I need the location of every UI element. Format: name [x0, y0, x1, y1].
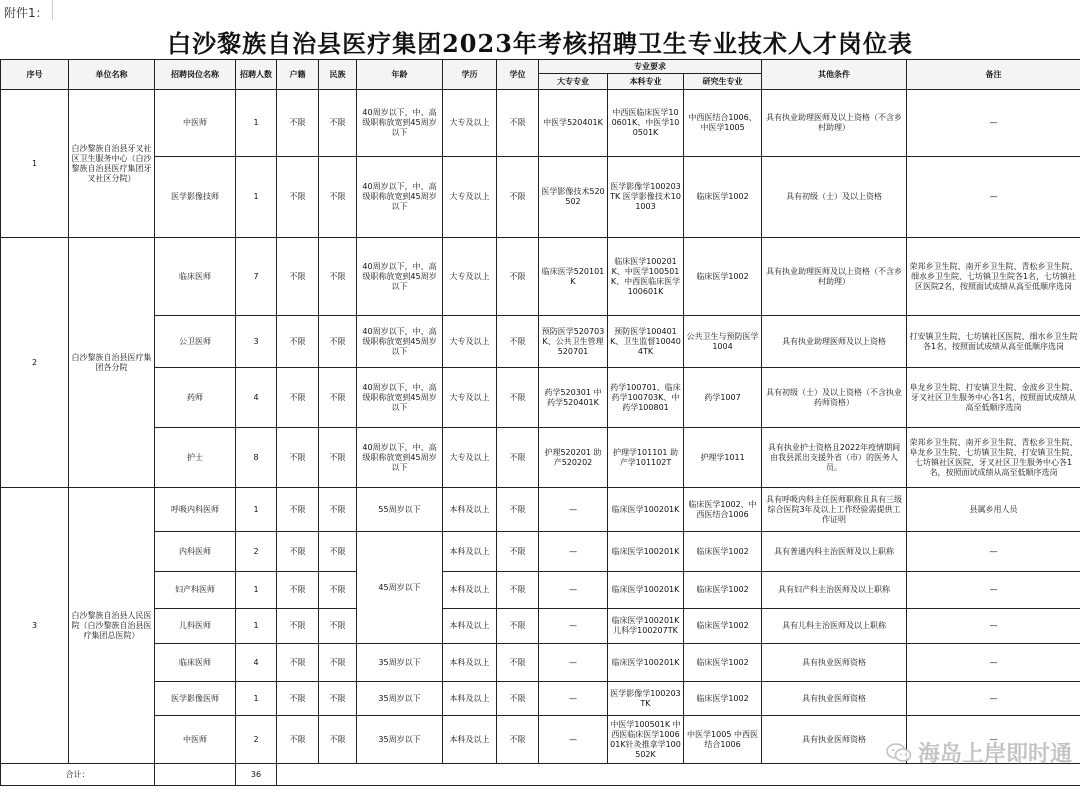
- row-education: 本科及以上: [443, 572, 497, 609]
- watermark-text: 海岛上岸即时通: [917, 742, 1072, 767]
- row-position: 公卫医师: [155, 316, 236, 368]
- row-no: 2: [1, 238, 69, 488]
- row-other: 具有呼吸内科主任医师职称且具有三级综合医院3年及以上工作经验需提供工作证明: [762, 488, 907, 532]
- row-age: 40周岁以下，中、高级职称放宽到45周岁以下: [357, 238, 443, 316]
- row-junior: —: [539, 532, 608, 572]
- row-hukou: 不限: [277, 488, 319, 532]
- row-hukou: 不限: [277, 532, 319, 572]
- table-row: [1, 90, 1080, 157]
- row-age: 35周岁以下: [357, 644, 443, 682]
- row-age: 35周岁以下: [357, 682, 443, 716]
- row-count: 2: [236, 532, 277, 572]
- header-major-req: 专业要求: [539, 60, 762, 74]
- table-row: [1, 572, 1080, 609]
- row-undergrad: 临床医学100201K: [608, 572, 684, 609]
- row-count: 1: [236, 157, 277, 238]
- row-position: 中医师: [155, 716, 236, 764]
- row-remark: —: [907, 682, 1080, 716]
- row-hukou: 不限: [277, 90, 319, 157]
- total-blank: [155, 764, 236, 786]
- header-undergrad: 本科专业: [608, 74, 684, 90]
- row-education: 本科及以上: [443, 488, 497, 532]
- row-hukou: 不限: [277, 716, 319, 764]
- row-hukou: 不限: [277, 238, 319, 316]
- row-education: 大专及以上: [443, 90, 497, 157]
- header-position: 招聘岗位名称: [155, 60, 236, 90]
- row-graduate: 护理学1011: [684, 428, 762, 488]
- row-degree: 不限: [497, 90, 539, 157]
- row-undergrad: 中西医临床医学100601K、中医学100501K: [608, 90, 684, 157]
- row-graduate: 中西医结合1006、中医学1005: [684, 90, 762, 157]
- row-junior: 预防医学520703K、公共卫生管理520701: [539, 316, 608, 368]
- row-remark: —: [907, 532, 1080, 572]
- row-education: 大专及以上: [443, 428, 497, 488]
- row-remark: 县属乡用人员: [907, 488, 1080, 532]
- table-row: [1, 609, 1080, 644]
- row-other: 具有初级（士）及以上资格（不含执业药师资格）: [762, 368, 907, 428]
- total-label: 合计：: [1, 764, 155, 786]
- row-ethnicity: 不限: [319, 157, 357, 238]
- header-row: [1, 60, 1080, 74]
- table-row: [1, 157, 1080, 238]
- row-degree: 不限: [497, 428, 539, 488]
- row-degree: 不限: [497, 316, 539, 368]
- row-junior: —: [539, 644, 608, 682]
- row-ethnicity: 不限: [319, 572, 357, 609]
- row-age: 40周岁以下，中、高级职称放宽到45周岁以下: [357, 428, 443, 488]
- row-undergrad: 临床医学100201K: [608, 532, 684, 572]
- table-row: [1, 644, 1080, 682]
- row-undergrad: 药学100701、临床药学100703K、中药学100801: [608, 368, 684, 428]
- header-education: 学历: [443, 60, 497, 90]
- row-graduate: 临床医学1002: [684, 572, 762, 609]
- row-ethnicity: 不限: [319, 488, 357, 532]
- row-other: 具有执业助理医师及以上资格（不含乡村助理）: [762, 238, 907, 316]
- row-hukou: 不限: [277, 316, 319, 368]
- row-remark: 阜龙乡卫生院、打安镇卫生院、金波乡卫生院、牙叉社区卫生服务中心各1名，按照面试成绩从高至低顺序选岗: [907, 368, 1080, 428]
- row-junior: —: [539, 572, 608, 609]
- row-ethnicity: 不限: [319, 368, 357, 428]
- row-undergrad: 医学影像学100203TK: [608, 682, 684, 716]
- row-hukou: 不限: [277, 572, 319, 609]
- row-ethnicity: 不限: [319, 532, 357, 572]
- row-ethnicity: 不限: [319, 316, 357, 368]
- row-count: 4: [236, 368, 277, 428]
- row-undergrad: 预防医学100401K、卫生监督100404TK: [608, 316, 684, 368]
- header-graduate: 研究生专业: [684, 74, 762, 90]
- row-degree: 不限: [497, 572, 539, 609]
- row-hukou: 不限: [277, 428, 319, 488]
- row-junior: 医学影像技术520502: [539, 157, 608, 238]
- row-junior: —: [539, 488, 608, 532]
- row-degree: 不限: [497, 532, 539, 572]
- row-remark: —: [907, 572, 1080, 609]
- row-age: 45周岁以下: [357, 532, 443, 644]
- row-degree: 不限: [497, 488, 539, 532]
- row-unit: 白沙黎族自治县牙叉社区卫生服务中心（白沙黎族自治县医疗集团牙叉社区分院）: [69, 90, 155, 238]
- row-position: 临床医师: [155, 644, 236, 682]
- row-age: 55周岁以下: [357, 488, 443, 532]
- row-degree: 不限: [497, 682, 539, 716]
- row-undergrad: 临床医学100201K 儿科学100207TK: [608, 609, 684, 644]
- row-graduate: 临床医学1002: [684, 682, 762, 716]
- row-position: 护士: [155, 428, 236, 488]
- header-count: 招聘人数: [236, 60, 277, 90]
- row-education: 大专及以上: [443, 238, 497, 316]
- row-graduate: 临床医学1002: [684, 238, 762, 316]
- row-education: 本科及以上: [443, 682, 497, 716]
- row-undergrad: 临床医学100201K: [608, 644, 684, 682]
- row-age: 35周岁以下: [357, 716, 443, 764]
- table-row: [1, 532, 1080, 572]
- watermark: [886, 737, 1072, 768]
- header-age: 年龄: [357, 60, 443, 90]
- row-position: 呼吸内科医师: [155, 488, 236, 532]
- row-education: 本科及以上: [443, 532, 497, 572]
- row-no: 1: [1, 90, 69, 238]
- attachment-label: 附件1：: [4, 6, 48, 20]
- header-ethnicity: 民族: [319, 60, 357, 90]
- row-hukou: 不限: [277, 157, 319, 238]
- row-junior: 临床医学520101K: [539, 238, 608, 316]
- header-degree: 学位: [497, 60, 539, 90]
- row-ethnicity: 不限: [319, 90, 357, 157]
- row-remark: —: [907, 90, 1080, 157]
- row-remark: 打安镇卫生院、七坊镇社区医院、细水乡卫生院各1名，按照面试成绩从高至低顺序选岗: [907, 316, 1080, 368]
- row-ethnicity: 不限: [319, 428, 357, 488]
- table-row: [1, 428, 1080, 488]
- row-age: 40周岁以下，中、高级职称放宽到45周岁以下: [357, 316, 443, 368]
- row-graduate: 临床医学1002: [684, 532, 762, 572]
- row-count: 1: [236, 609, 277, 644]
- row-position: 妇产科医师: [155, 572, 236, 609]
- row-unit: 白沙黎族自治县医疗集团各分院: [69, 238, 155, 488]
- row-other: 具有妇产科主治医师及以上职称: [762, 572, 907, 609]
- row-remark: —: [907, 644, 1080, 682]
- row-count: 4: [236, 644, 277, 682]
- header-remark: 备注: [907, 60, 1080, 90]
- row-graduate: 临床医学1002: [684, 644, 762, 682]
- header-no: 序号: [1, 60, 69, 90]
- position-table: [0, 59, 1080, 786]
- row-education: 本科及以上: [443, 644, 497, 682]
- row-count: 2: [236, 716, 277, 764]
- row-degree: 不限: [497, 609, 539, 644]
- row-unit: 白沙黎族自治县人民医院（白沙黎族自治县医疗集团总医院）: [69, 488, 155, 764]
- table-row: [1, 488, 1080, 532]
- row-position: 临床医师: [155, 238, 236, 316]
- row-position: 医学影像医师: [155, 682, 236, 716]
- header-junior-college: 大专专业: [539, 74, 608, 90]
- row-age: 40周岁以下，中、高级职称放宽到45周岁以下: [357, 90, 443, 157]
- row-remark: 荣邦乡卫生院、南开乡卫生院、青松乡卫生院、阜龙乡卫生院、七坊镇卫生院、打安镇卫生院、七坊镇社区医院、牙叉社区卫生服务中心各1名，按照面试成绩从高至低顺序选岗: [907, 428, 1080, 488]
- row-ethnicity: 不限: [319, 609, 357, 644]
- row-graduate: 临床医学1002: [684, 609, 762, 644]
- row-age: 40周岁以下，中、高级职称放宽到45周岁以下: [357, 368, 443, 428]
- row-no: 3: [1, 488, 69, 764]
- row-remark: —: [907, 716, 1080, 764]
- wechat-icon: [886, 743, 912, 763]
- row-ethnicity: 不限: [319, 716, 357, 764]
- header-unit: 单位名称: [69, 60, 155, 90]
- row-count: 1: [236, 572, 277, 609]
- row-remark: —: [907, 157, 1080, 238]
- row-junior: —: [539, 609, 608, 644]
- row-count: 1: [236, 488, 277, 532]
- row-degree: 不限: [497, 368, 539, 428]
- row-other: 具有普通内科主治医师及以上职称: [762, 532, 907, 572]
- row-junior: —: [539, 716, 608, 764]
- row-other: 具有执业医师资格: [762, 716, 907, 764]
- row-other: 具有儿科主治医师及以上职称: [762, 609, 907, 644]
- row-education: 大专及以上: [443, 316, 497, 368]
- row-graduate: 临床医学1002、中西医结合1006: [684, 488, 762, 532]
- row-undergrad: 医学影像学100203TK 医学影像技术101003: [608, 157, 684, 238]
- row-count: 3: [236, 316, 277, 368]
- row-graduate: 中医学1005 中西医结合1006: [684, 716, 762, 764]
- table-row: [1, 316, 1080, 368]
- table-row: [1, 368, 1080, 428]
- row-graduate: 药学1007: [684, 368, 762, 428]
- row-count: 1: [236, 682, 277, 716]
- row-hukou: 不限: [277, 609, 319, 644]
- row-position: 内科医师: [155, 532, 236, 572]
- table-row: [1, 682, 1080, 716]
- row-education: 大专及以上: [443, 368, 497, 428]
- row-position: 药师: [155, 368, 236, 428]
- row-count: 8: [236, 428, 277, 488]
- row-count: 7: [236, 238, 277, 316]
- row-junior: 中医学520401K: [539, 90, 608, 157]
- row-remark: —: [907, 609, 1080, 644]
- row-education: 大专及以上: [443, 157, 497, 238]
- row-undergrad: 临床医学100201K、中医学100501K、中西医临床医学100601K: [608, 238, 684, 316]
- row-ethnicity: 不限: [319, 238, 357, 316]
- row-junior: 药学520301 中药学520401K: [539, 368, 608, 428]
- row-other: 具有执业医师资格: [762, 682, 907, 716]
- row-degree: 不限: [497, 716, 539, 764]
- row-junior: —: [539, 682, 608, 716]
- row-count: 1: [236, 90, 277, 157]
- row-junior: 护理520201 助产520202: [539, 428, 608, 488]
- total-count: 36: [236, 764, 277, 786]
- row-position: 医学影像技师: [155, 157, 236, 238]
- table-row: [1, 238, 1080, 316]
- row-undergrad: 中医学100501K 中西医临床医学100601K针灸推拿学100502K: [608, 716, 684, 764]
- row-other: 具有执业助理医师及以上资格（不含乡村助理）: [762, 90, 907, 157]
- row-other: 具有执业护士资格且2022年疫情期间由我县派出支援外省（市）的医务人员。: [762, 428, 907, 488]
- header-hukou: 户籍: [277, 60, 319, 90]
- row-position: 中医师: [155, 90, 236, 157]
- row-age: 40周岁以下，中、高级职称放宽到45周岁以下: [357, 157, 443, 238]
- row-remark: 荣邦乡卫生院、南开乡卫生院、青松乡卫生院、细水乡卫生院、七坊镇卫生院各1名，七坊镇社区医院2名，按照面试成绩从高至低顺序选岗: [907, 238, 1080, 316]
- row-graduate: 公共卫生与预防医学1004: [684, 316, 762, 368]
- page-title: 白沙黎族自治县医疗集团2023年考核招聘卫生专业技术人才岗位表: [167, 29, 913, 58]
- row-education: 本科及以上: [443, 716, 497, 764]
- row-degree: 不限: [497, 157, 539, 238]
- row-hukou: 不限: [277, 368, 319, 428]
- row-hukou: 不限: [277, 682, 319, 716]
- header-other: 其他条件: [762, 60, 907, 90]
- row-hukou: 不限: [277, 644, 319, 682]
- row-other: 具有初级（士）及以上资格: [762, 157, 907, 238]
- row-undergrad: 护理学101101 助产学101102T: [608, 428, 684, 488]
- row-degree: 不限: [497, 644, 539, 682]
- row-position: 儿科医师: [155, 609, 236, 644]
- row-other: 具有执业助理医师及以上资格: [762, 316, 907, 368]
- row-undergrad: 临床医学100201K: [608, 488, 684, 532]
- row-other: 具有执业医师资格: [762, 644, 907, 682]
- row-graduate: 临床医学1002: [684, 157, 762, 238]
- row-education: 本科及以上: [443, 609, 497, 644]
- row-ethnicity: 不限: [319, 644, 357, 682]
- row-degree: 不限: [497, 238, 539, 316]
- row-ethnicity: 不限: [319, 682, 357, 716]
